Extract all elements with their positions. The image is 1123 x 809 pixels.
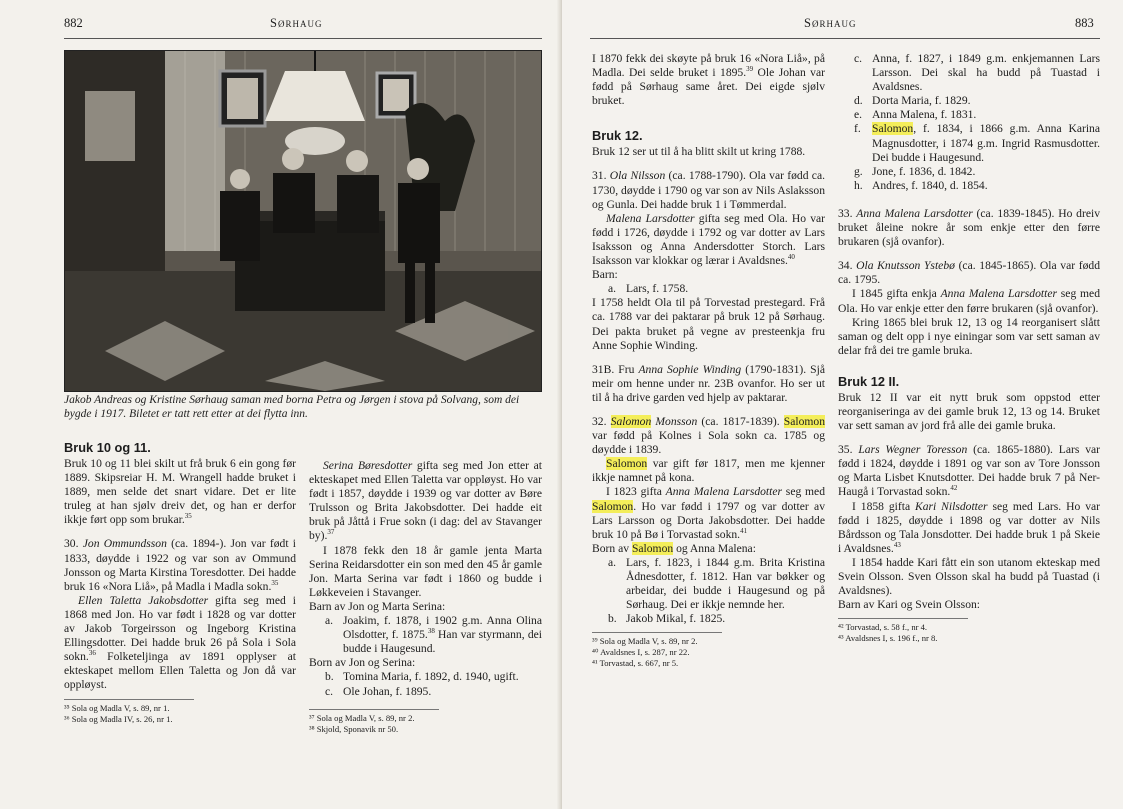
text: Born av — [592, 541, 632, 555]
text: Anna Malena, f. 1831. — [872, 108, 977, 122]
person-name: Jon Ommundsson — [82, 537, 167, 551]
text: (1790-1831). Sjå meir om henne under nr. 23B ovanfor. Ho ser ut til å ha drive garden ved hjelp av paktarar. — [592, 362, 825, 404]
footnote-ref: 37 — [327, 528, 335, 537]
highlighted-name: Salomon — [610, 414, 652, 428]
footnote: ³⁷ Sola og Madla V, s. 89, nr 2. — [309, 712, 415, 723]
text: (ca. 1839-1845). Ho dreiv bruket åleine nokre år som enkje etter den førre brukaren (sjå ovanfor). — [838, 206, 1100, 249]
footnote-ref: 35 — [184, 512, 192, 521]
text: seg med — [782, 485, 825, 499]
paragraph — [592, 457, 825, 485]
left-page — [0, 0, 561, 809]
text: (ca. 1788-1790). Ola var fødd ca. 1730, døydde i 1790 og var son av Nils Aslaksson og Gunla. Dei hadde bruk 1 i Tømmerdal. — [592, 169, 825, 211]
paragraph — [838, 500, 1100, 556]
text: (ca. 1865-1880). Lars var fødd i 1824, døydde i 1891 og var son av Tore Jonsson og Marta Lisbet Knutsdotter. Dei hadde bruk 7 på Ner-Haugå i Torvastad sokn. — [838, 443, 1101, 499]
text: Lars, f. 1758. — [626, 282, 689, 296]
list-item — [309, 670, 542, 684]
text: I 1823 gifta — [606, 485, 666, 499]
list-marker: c. — [854, 52, 863, 65]
text: Han var styrmann, dei budde i Haugesund. — [343, 628, 542, 656]
footnote-ref: 43 — [893, 540, 901, 549]
list-marker: e. — [854, 108, 863, 122]
footnote-ref: 40 — [787, 253, 795, 262]
footnote-ref: 41 — [740, 526, 748, 535]
list-item — [838, 108, 1100, 122]
paragraph — [592, 485, 825, 541]
text: (ca. 1817-1839). — [697, 414, 784, 428]
footnote-ref: 39 — [746, 65, 754, 74]
text: Dorta Maria, f. 1829. — [872, 94, 971, 108]
left-column-2 — [309, 459, 542, 735]
list-item — [838, 165, 1100, 179]
paragraph: Barn av Jon og Marta Serina: — [309, 599, 446, 613]
footnote: ³⁸ Skjold, Sponavik nr 50. — [309, 723, 399, 734]
footnote-rule — [838, 618, 968, 619]
text: gifta seg med Ola. Ho var fødd i 1726, døydde i 1792 og var dotter av Lars Isaksson og Anna Andersdotter Storch. Lars Isaksson var klokkar og lærar i Avaldsnes. — [592, 211, 825, 268]
highlighted-name: Salomon — [783, 414, 826, 428]
paragraph — [309, 459, 542, 544]
person-name: Anna Malena Larsdotter — [856, 206, 973, 220]
paragraph: I 1758 heldt Ola til på Torvestad prestegard. Frå ca. 1788 var dei paktarar på bruk 12 på Sørhaug. Dei pakta bruket på vegne av presteenkja fru Anne Sophie Winding. — [592, 296, 825, 352]
paragraph: Barn av Kari og Svein Olsson: — [838, 598, 981, 612]
list-marker: a. — [325, 614, 334, 628]
list-marker: f. — [854, 122, 861, 136]
text: seg med Lars. Ho var fødd i 1825, døydde i 1898 og var dotter av Nils Bårdsson og Tala Jonsdotter. Dei hadde bruk 1 på Skeie i Avaldsnes. — [838, 499, 1100, 555]
highlighted-name: Salomon — [872, 122, 914, 136]
paragraph — [592, 212, 825, 268]
paragraph — [64, 594, 296, 693]
footnote-ref: 42 — [950, 484, 958, 493]
person-name: Anna Malena Larsdotter — [665, 485, 783, 499]
paragraph — [592, 415, 825, 457]
heading-bruk-10-11: Bruk 10 og 11. — [64, 440, 151, 455]
page-number-right: 883 — [1075, 16, 1094, 30]
heading-bruk-12: Bruk 12. — [592, 128, 643, 144]
text: var gift før 1817, men me kjenner ikkje namnet på kona. — [592, 457, 825, 485]
footnote-rule — [592, 632, 722, 633]
paragraph: Bruk 12 ser ut til å ha blitt skilt ut kring 1788. — [592, 145, 806, 159]
text: og Anna Malena: — [673, 541, 756, 555]
list-item — [592, 282, 825, 296]
paragraph — [592, 169, 825, 211]
person-name: Lars Wegner Toresson — [858, 443, 968, 457]
page-number-left: 882 — [64, 16, 83, 30]
person-name: Ellen Taletta Jakobsdotter — [78, 593, 209, 607]
paragraph: Kring 1865 blei bruk 12, 13 og 14 reorganisert slått saman og delt opp i nye einingar som var sett saman av delar frå dei tre gamle bruka. — [838, 315, 1100, 357]
footnote: ³⁹ Sola og Madla V, s. 89, nr 2. — [592, 636, 698, 647]
text: Ole Johan, f. 1895. — [343, 684, 432, 698]
list-marker: b. — [608, 612, 617, 626]
person-name: Anna Sophie Winding — [638, 362, 742, 376]
text: Jone, f. 1836, d. 1842. — [872, 164, 976, 178]
text: 35. — [838, 443, 859, 457]
paragraph — [592, 542, 825, 556]
text: Lars, f. 1823, i 1844 g.m. Brita Kristina Ådnesdotter, f. 1812. Han var bøkker og arbeidar, dei budde i Haugesund og på Sørhaug. Dei er ikkje nemnde her. — [626, 555, 825, 612]
paragraph: Born av Jon og Serina: — [309, 656, 416, 670]
person-name: Malena Larsdotter — [606, 211, 695, 225]
list-marker: a. — [608, 555, 617, 569]
person-name: Ola Nilsson — [609, 169, 666, 183]
paragraph — [838, 259, 1100, 287]
photo-caption: Jakob Andreas og Kristine Sørhaug saman med borna Petra og Jørgen i stova på Solvang, som dei bygde i 1917. Biletet er tatt rett etter at dei flytta inn. — [64, 394, 520, 420]
list-item — [592, 556, 825, 612]
right-page — [562, 0, 1123, 809]
text: 31. — [592, 169, 610, 183]
text: , f. 1834, i 1866 g.m. Anna Karina Magnusdotter, i 1874 g.m. Ingrid Rasmusdotter. Dei budde i Haugesund. — [872, 122, 1100, 164]
paragraph — [592, 363, 825, 405]
text: I 1845 gifta enkja — [852, 287, 941, 301]
list-marker: d. — [854, 94, 863, 108]
text: Tomina Maria, f. 1892, d. 1940, ugift. — [343, 670, 519, 684]
text: Jakob Mikal, f. 1825. — [626, 612, 726, 626]
text: Joakim, f. 1878, i 1902 g.m. Anna Olina Olsdotter, f. 1875. — [343, 614, 542, 642]
footnote-ref: 38 — [427, 627, 435, 636]
text: Anna, f. 1827, i 1849 g.m. enkjemannen Lars Larsson. Dei skal ha budd på Tuastad i Avaldsnes. — [872, 52, 1100, 94]
text: seg med Ola. Ho var enkje etter den førre brukaren (sjå ovanfor). — [838, 287, 1100, 315]
text: Ole Johan var fødd på Sørhaug same året. Dei eigde sjølv bruket. — [592, 66, 825, 108]
text: var fødd på Kolnes i Sola sokn ca. 1785 og døydde i 1839. — [592, 429, 825, 457]
highlighted-name: Salomon — [631, 541, 674, 555]
list-marker: a. — [608, 282, 617, 296]
list-marker: g. — [854, 164, 863, 178]
footnote-ref: 35 — [271, 578, 279, 587]
list-item — [838, 52, 1100, 94]
text: 32. — [592, 414, 611, 428]
person-name: Ola Knutsson Ystebø — [856, 259, 955, 273]
footnote: ⁴⁰ Avaldsnes I, s. 287, nr 22. — [592, 647, 690, 658]
paragraph: I 1878 fekk den 18 år gamle jenta Marta Serina Reidarsdotter ein son med den 45 år gamle Jon. Marta Serina var født i 1860 og budde i Løkkeveien i Stavanger. — [309, 543, 542, 599]
person-name: Monsson — [651, 414, 698, 428]
list-item — [838, 94, 1100, 108]
list-item — [309, 685, 542, 699]
footnote-rule — [64, 699, 194, 700]
footnote: ⁴¹ Torvastad, s. 667, nr 5. — [592, 658, 679, 669]
paragraph: I 1854 hadde Kari fått ein son utanom ekteskap med Svein Olsson. Sven Olsson skal ha budd på Tuastad (i Avaldsnes). — [838, 555, 1100, 598]
running-head-left: Sørhaug — [270, 16, 323, 30]
person-name: Kari Nilsdotter — [915, 499, 988, 513]
text: 33. — [838, 206, 857, 220]
text: 31B. Fru — [592, 362, 639, 376]
right-column-2 — [838, 52, 1100, 644]
text: (ca. 1894-). Jon var født i 1833, døydde i 1922 og var son av Ommund Jonsson og Marta Kirstina Toresdotter. Dei hadde bruk 16 «Nora Liå», på Madla i Madla sokn. — [64, 537, 297, 593]
paragraph — [64, 537, 296, 593]
list-item — [592, 612, 825, 626]
paragraph — [838, 443, 1100, 499]
text: . Ho var fødd i 1797 og var dotter av Lars Larsson og Dorta Jakobsdotter. Dei hadde bruk 10 på Bø i Torvastad sokn. — [592, 499, 825, 541]
heading-bruk-12-ii: Bruk 12 II. — [838, 373, 900, 389]
family-photo — [64, 50, 542, 392]
footnote-rule — [309, 709, 439, 710]
list-marker: h. — [854, 178, 863, 192]
footnote-ref: 36 — [88, 649, 96, 658]
text: 34. — [838, 259, 857, 273]
paragraph — [592, 52, 825, 108]
paragraph — [64, 457, 296, 527]
paragraph — [838, 287, 1100, 315]
text: gifta seg med Jon etter at ekteskapet med Ellen Taletta var oppløyst. Ho var født i 1857, døydde i 1939 og var dotter av Børe Trulsson og Brita Jakobsdotter. Dei hadde eit bruk på Jåttå i Frue sokn (i dag: del av Stavanger by). — [309, 459, 542, 543]
footnote: ⁴³ Avaldsnes I, s. 196 f., nr 8. — [838, 633, 938, 644]
text: (ca. 1845-1865). Ola var fødd ca. 1795. — [838, 259, 1100, 287]
highlighted-name: Salomon — [592, 499, 634, 513]
text: Andres, f. 1840, d. 1854. — [872, 178, 988, 192]
left-column-1 — [64, 440, 296, 725]
list-marker: b. — [325, 670, 334, 684]
text: Bruk 10 og 11 blei skilt ut frå bruk 6 ein gong før 1889. Skipsreiar H. M. Wrangell hadde bruket i 1889, men selde det snart vidare. Det er lite truleg at han sjølv dreiv det, og han er derfor ikkje ført opp som brukar. — [64, 457, 296, 527]
person-name: Serina Børesdotter — [323, 459, 413, 472]
footnote: ³⁵ Sola og Madla V, s. 89, nr 1. — [64, 702, 170, 713]
header-rule-left — [64, 38, 542, 39]
paragraph: Barn: — [592, 268, 618, 282]
footnote: ⁴² Torvastad, s. 58 f., nr 4. — [838, 622, 928, 633]
text: I 1870 fekk dei skøyte på bruk 16 «Nora Liå», på Madla. Dei selde bruket i 1895. — [592, 52, 825, 80]
running-head-right: Sørhaug — [804, 16, 857, 30]
list-item — [838, 179, 1100, 193]
highlighted-name: Salomon — [606, 457, 648, 471]
text: 30. — [64, 537, 83, 551]
list-marker: c. — [325, 684, 334, 698]
list-item — [309, 614, 542, 656]
text: gifta seg med i 1868 med Jon. Ho var født i 1828 og var dotter av Jakob Torgeirsson og Ingeborg Kristina Ellingsdotter. Dei hadde bruk 26 på Sola i Sola sokn. — [64, 593, 296, 664]
header-rule-right — [590, 38, 1100, 39]
list-item — [838, 122, 1100, 164]
family-photo-illustration — [65, 51, 541, 391]
paragraph: Bruk 12 II var eit nytt bruk som oppstod etter reorganiseringa av dei gamle bruk 12, 13 og 14. Bruket var sett saman av jord frå alle dei gamle bruka. — [838, 390, 1100, 433]
footnote: ³⁶ Sola og Madla IV, s. 26, nr 1. — [64, 713, 173, 724]
text: Folketeljinga av 1891 opplyser at ekteskapet mellom Ellen Taletta og Jon då var oppløyst. — [64, 650, 296, 692]
person-name: Anna Malena Larsdotter — [940, 287, 1057, 301]
paragraph — [838, 207, 1100, 249]
right-column-1 — [592, 52, 825, 669]
text: I 1858 gifta — [852, 499, 916, 513]
